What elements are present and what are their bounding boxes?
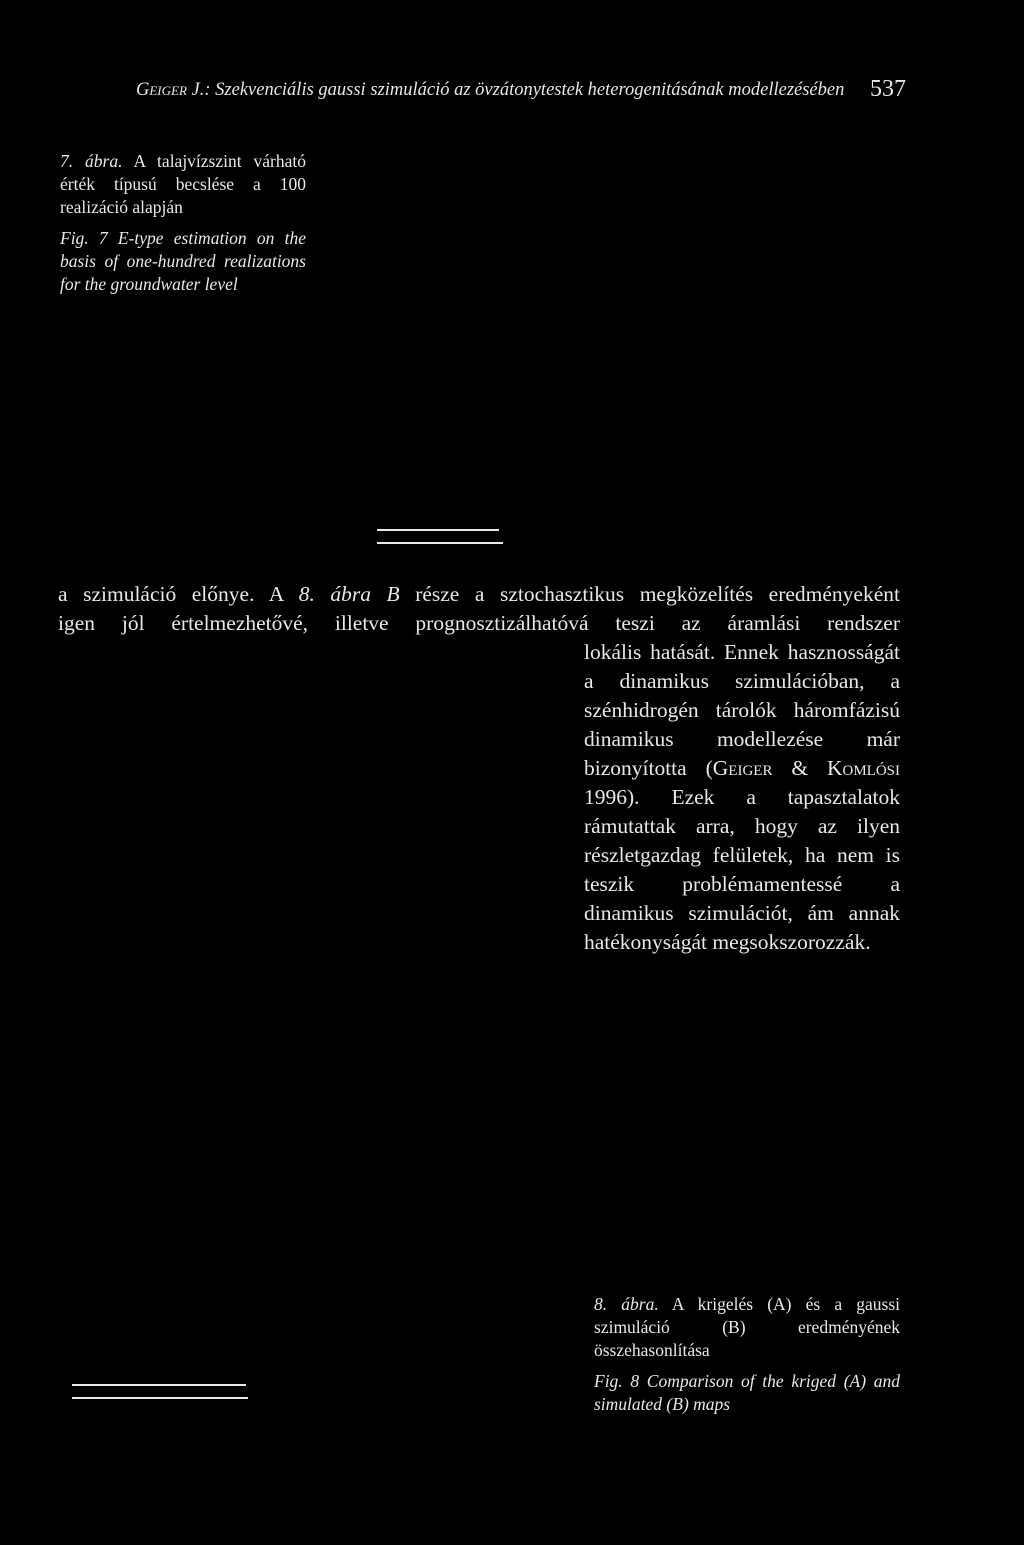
figure-8-caption-en: Fig. 8 Comparison of the kriged (A) and simulated (B) maps [594,1371,900,1414]
citation-authors: Geiger & Komlósi [712,756,900,780]
figure-8-label: 8. ábra. [594,1294,659,1314]
figure-7-rule-top [377,529,499,531]
header-author: Geiger J. [136,80,205,100]
figure-8-caption-hu-text: A krigelés (A) és a gaussi szimuláció (B) eredményének összehasonlítása [594,1294,900,1360]
running-header [136,76,906,102]
figure-7-caption-hu [60,150,306,219]
figure-8-reference: 8. ábra B [298,582,400,606]
figure-7-caption [60,150,306,296]
figure-8-rule-top [72,1384,246,1386]
body-line-1: a szimuláció előnye. A 8. ábra B része a sztochasztikus megközelítés eredményeként [58,582,900,606]
figure-7-rule-bottom [377,542,503,544]
header-title: : Szekvenciális gaussi szimuláció az övzátonytestek heterogenitásának modellezésében [204,80,845,100]
body-line-2: igen jól értelmezhetővé, illetve prognosztizálhatóvá teszi az áramlási rendszer [58,611,900,635]
body-column-paragraph: lokális hatását. Ennek hasznosságát a dinamikus szimulációban, a szénhidrogén tárolók háromfázisú dinamikus modellezése már bizonyította (Geiger & Komlósi 1996). Ezek a tapasztalatok rámutattak arra, hogy az ilyen részletgazdag felületek, ha nem is teszik problémamentessé a dinamikus szimulációt, ám annak hatékonyságát megsokszorozzák. [584,640,900,954]
figure-7-caption-en: Fig. 7 E-type estimation on the basis of one-hundred realizations for the groundwater level [60,228,306,294]
figure-8-rule-bottom [72,1397,248,1399]
figure-7-label: 7. ábra. [60,151,123,171]
figure-8-caption [594,1293,900,1416]
page-number: 537 [870,76,906,102]
figure-8-caption-hu [594,1293,900,1362]
citation-year: 1996 [584,785,627,809]
figure-7-caption-hu-text: A talajvízszint várható érték típusú becslése a 100 realizáció alapján [60,151,307,217]
